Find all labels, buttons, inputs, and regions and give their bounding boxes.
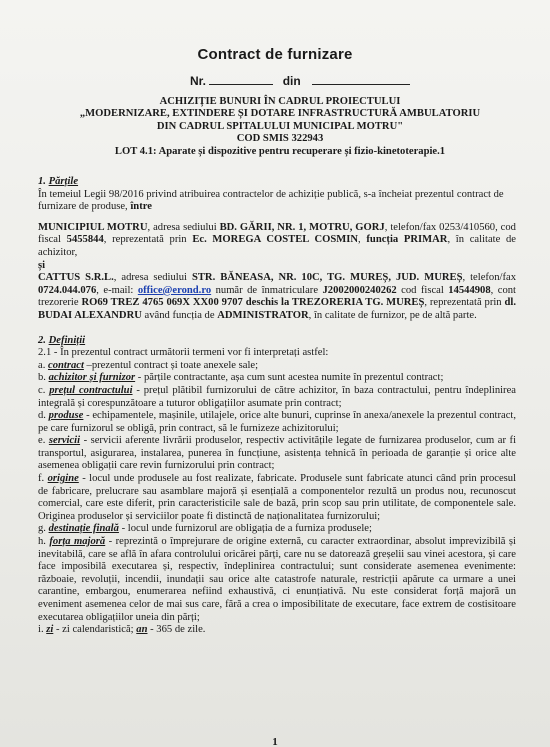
section-1-heading [38,176,516,189]
project-header [40,96,520,158]
section-1-intro [38,189,516,214]
party-2-text-i: , în calitate de furnizor, pe de altă parte. [308,309,477,321]
term-destination: destinație finală [48,523,119,535]
definition-b: b. achizitor și furnizor - părțile contractante, așa cum sunt acestea numite în prezentul contract; [38,372,444,384]
definition-g-text: - locul unde furnizorul are obligația de a furniza produsele; [118,523,372,535]
party-2-function: ADMINISTRATOR [217,309,309,321]
intro-text: În temeiul Legii 98/2016 privind atribuirea contractelor de achiziție publică, s-a încheiat prezentul contract de furnizare de produse, [38,188,504,213]
definitions-intro: 2.1 - În prezentul contract următorii termeni vor fi interpretați astfel: [38,347,329,359]
term-services: servicii [48,435,81,447]
section-2-heading [38,335,516,348]
party-2-phone: 0724.044.076 [38,284,97,296]
definition-i: i. zi - zi calendaristică; an - 365 de zile. [38,624,206,636]
party-1-fiscal-code: 5455844 [66,234,104,246]
party-1-name: MUNICIPIUL MOTRU [38,221,148,233]
definition-b-text: - părțile contractante, așa cum sunt acestea numite în prezentul contract; [135,372,444,384]
party-2-account: RO69 TREZ 4765 069X XX00 9707 deschis la TREZORERIA TG. MUREȘ [81,297,425,309]
header-line-1: ACHIZIȚIE BUNURI ÎN CADRUL PROIECTULUI [159,96,401,107]
term-contract: contract [48,359,84,371]
definition-g: g. destinație finală - locul unde furnizorul are obligația de a furniza produsele; [38,523,372,535]
party-1-address: BD. GĂRII, NR. 1, MOTRU, GORJ [219,221,385,233]
definition-year-text: - 365 de zile. [147,624,206,636]
definition-e-text: - servicii aferente livrării produselor, respectiv activitățile legate de furnizarea produselor, cum ar fi transportul, asigurarea, instalarea, punerea în funcțiune, asistența tehnică în perioada de garanție și orice alte asemenea obligații care revin furnizorului prin contract; [38,435,517,472]
date-blank [312,74,410,85]
definition-day-text: - zi calendaristică; [53,624,137,636]
party-1-text-c: , reprezentată prin [103,234,193,246]
party-2-fiscal-code: 14544908 [448,284,491,296]
party-2-text-f: , cont trezorerie [38,284,516,309]
definition-c: c. prețul contractului - prețul plătibil furnizorului de către achizitor, în baza contractului, pentru îndeplinirea integrală și corespunzătoare a tuturor obligațiilor asumate prin contract; [38,384,516,409]
contract-number-line [190,74,410,88]
nr-blank [209,74,273,85]
party-1 [38,222,516,260]
definition-f-text: - locul unde produsele au fost realizate, fabricate. Produsele sunt fabricate atunci când prin procesul de fabricare, prelucrare sau asamblare majoră și esențială a componentelor rezultă un produs nou, recunoscut comercial, care este diferit, prin caracteristicile sale de bază, prin scop sau prin utilitate, de componentele sale. Originea produselor și serviciilor poate fi distinctă de naționalitatea furnizorului; [38,473,517,522]
party-2-text-h: având funcția de [141,309,218,321]
party-1-representative: Ec. MOREGA COSTEL COSMIN [192,234,359,246]
page-number: 1 [272,736,278,747]
header-line-5: LOT 4.1: Aparate și dispozitive pentru recuperare și fizio-kinetoterapie.1 [114,145,446,157]
party-2-text-d: număr de înmatriculare [211,284,323,296]
header-line-2: „MODERNIZARE, EXTINDERE ȘI DOTARE INFRASTRUCTURĂ AMBULATORIU [79,108,481,120]
party-1-text-d: , [358,234,367,246]
definition-d-text: - echipamentele, mașinile, utilajele, orice alte bunuri, cuprinse în anexa/anexele la prezentul contract, pe care furnizorul se obligă, prin contract, să le furnizeze achizitorului; [38,410,516,434]
din-label: din [282,74,301,88]
party-1-text-a: , adresa sediului [147,221,220,233]
party-2-email-link[interactable]: office@erond.ro [137,284,212,296]
definition-f: f. origine - locul unde produsele au fost realizate, fabricate. Produsele sunt fabricate atunci când prin procesul de fabricare, prelucrare sau asamblare majoră și esențială a componentelor rezultă un produs nou, recunoscut comercial, care este diferit, prin caracteristicile sale de bază, prin scop sau prin utilitate, de componentele sale. Originea produselor și serviciilor poate fi distinctă de naționalitatea furnizorului; [38,473,517,522]
party-2-name: CATTUS S.R.L. [38,272,114,284]
party-2-text-b: , telefon/fax [462,272,516,284]
party-1-text-e: , în calitate de achizitor, [38,234,517,258]
section-1-number: 1. [38,176,46,187]
and-connector: și [38,259,46,271]
definition-a: a. contract –prezentul contract și toate anexele sale; [38,359,259,371]
section-2-title: Definiții [48,334,86,346]
nr-label: Nr. [190,74,207,88]
party-2-registration: J2002000240262 [322,284,397,296]
term-price: prețul contractului [49,384,133,396]
header-line-4: COD SMIS 322943 [236,133,324,145]
definition-c-text: - prețul plătibil furnizorului de către achizitor, în baza contractului, pentru îndeplinirea integrală și corespunzătoare a tuturor obligațiilor asumate prin contract; [38,384,516,409]
party-2-text-g: , reprezentată prin [424,297,505,309]
definition-h: h. forța majoră - reprezintă o împrejurare de origine externă, cu caracter extraordinar, absolut imprevizibilă și inevitabilă, care se află în afara controlului oricărei părți, care nu se datorează greșelii sau vinei acestora, și care face imposibilă executarea și, respectiv, îndeplinirea contractului; sunt considerate asemenea evenimente: războaie, revoluții, incendii, inundații sau orice alte catastrofe naturale, restricții apărute ca urmare a unei carantine, embargou, enumerarea nefiind exhaustivă, ci enunțiativă. Nu este considerat forță majoră un eveniment asemenea celor de mai sus care, fără a crea o imposibilitate de executare, face extrem de costisitoare executarea obligațiilor uneia din părți; [38,536,516,623]
term-parties: achizitor și furnizor [48,372,136,384]
party-1-function: funcția PRIMAR [366,234,448,246]
contract-body [38,176,516,637]
term-year: an [136,624,148,636]
intro-between: între [130,201,152,213]
term-day: zi [46,624,54,636]
header-line-3: DIN CADRUL SPITALULUI MUNICIPAL MOTRU" [156,120,404,132]
definition-d: d. produse - echipamentele, mașinile, utilajele, orice alte bunuri, cuprinse în anexa/anexele la prezentul contract, pe care furnizorul se obligă, prin contract, să le furnizeze achizitorului; [38,410,516,434]
party-2-representative: dl. BUDAI ALEXANDRU [38,297,516,321]
definition-h-text: - reprezintă o împrejurare de origine externă, cu caracter extraordinar, absolut imprevizibilă și inevitabilă, care se află în afara controlului oricărei părți, care nu se datorează greșelii sau vinei acestora, și care face imposibilă executarea și, respectiv, îndeplinirea contractului; sunt considerate asemenea evenimente: războaie, revoluții, incendii, inundații sau orice alte catastrofe naturale, restricții apărute ca urmare a unei carantine, embargou, enumerarea nefiind exhaustivă, ci enunțiativă. Nu este considerat forță majoră un eveniment asemenea celor de mai sus care, fără a crea o imposibilitate de executare, face extrem de costisitoare executarea obligațiilor uneia din părți; [38,536,516,623]
term-origin: origine [47,473,79,485]
definition-a-text: –prezentul contract și toate anexele sale; [83,359,259,371]
term-products: produse [48,410,84,422]
party-1-text-b: , telefon/fax 0253/410560, cod fiscal [38,221,516,246]
party-2 [38,272,516,322]
party-2-text-e: cod fiscal [396,284,449,296]
document-title: Contract de furnizare [197,46,353,63]
party-2-text-c: , e-mail: [96,284,138,296]
definition-e: e. servicii - servicii aferente livrării produselor, respectiv activitățile legate de furnizarea produselor, cum ar fi transportul, asigurarea, instalarea, punerea în funcțiune, asistența tehnică în perioada de garanție și orice alte asemenea obligații care revin furnizorului prin contract; [38,435,517,472]
party-2-text-a: , adresa sediului [113,272,192,284]
party-2-address: STR. BĂNEASA, NR. 10C, TG. MUREȘ, JUD. MUREȘ [191,272,463,284]
section-2-number: 2. [38,334,46,346]
section-1-title: Părțile [48,176,79,187]
term-force-majeure: forța majoră [49,536,106,548]
